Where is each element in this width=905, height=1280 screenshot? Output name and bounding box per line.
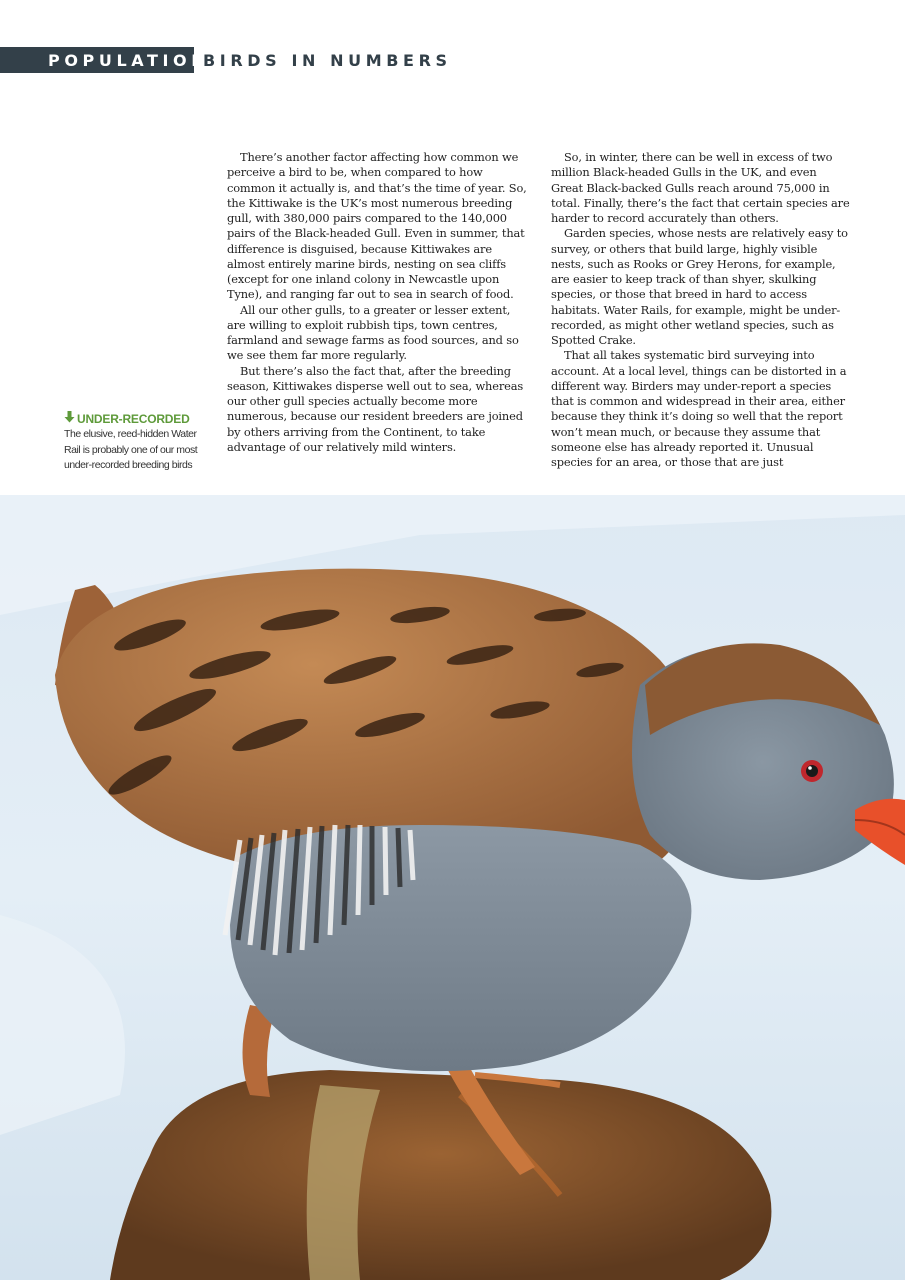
page-header [0, 47, 905, 73]
section-label: POPULATION [0, 47, 194, 73]
caption-heading-row [64, 411, 204, 426]
paragraph: There’s another factor affecting how common we perceive a bird to be, when compared to how common it actually is, and that’s the time of year. So, the Kittiwake is the UK’s most numerous breeding gull, with 380,000 pairs compared to the 140,000 pairs of the Black-headed Gull. Even in summer, that difference is disguised, because Kittiwakes are almost entirely marine birds, nesting on sea cliffs (except for one inland colony in Newcastle upon Tyne), and ranging far out to sea in search of food. [227, 150, 527, 302]
caption-text: The elusive, reed-hidden Water Rail is probably one of our most under-recorded breeding birds [64, 428, 198, 471]
paragraph: But there’s also the fact that, after the breeding season, Kittiwakes disperse well out to sea, whereas our other gull species actually become more numerous, because our resident breeders are joined by others arriving from the Continent, to take advantage of our relatively mild winters. [227, 363, 524, 454]
paragraph: All our other gulls, to a greater or lesser extent, are willing to exploit rubbish tips, town centres, farmland and sewage farms as food sources, and so we see them far more regularly. [227, 302, 519, 363]
caption-heading: UNDER-RECORDED [77, 411, 190, 426]
topic-label: BIRDS IN NUMBERS [203, 50, 452, 70]
text-column-right [551, 150, 851, 470]
arrow-down-icon [64, 411, 75, 426]
water-rail-photo [0, 495, 905, 1280]
paragraph: Garden species, whose nests are relatively easy to survey, or others that build large, highly visible nests, such as Rooks or Grey Herons, for example, are easier to keep track of than shyer, skulking species, or those that breed in hard to access habitats. Water Rails, for example, might be under-recorded, as might other wetland species, such as Spotted Crake. [551, 226, 848, 347]
paragraph: That all takes systematic bird surveying into account. At a local level, things can be distorted in a different way. Birders may under-report a species that is common and widespread in their area, either because they think it’s doing so well that the report won’t mean much, or because they assume that someone else has already reported it. Unusual species for an area, or those that are just [551, 348, 847, 469]
text-column-left [227, 150, 527, 455]
paragraph: So, in winter, there can be well in excess of two million Black-headed Gulls in the UK, and even Great Black-backed Gulls reach around 75,000 in total. Finally, there’s the fact that certain species are harder to record accurately than others. [551, 150, 850, 225]
photo-caption [64, 411, 204, 474]
